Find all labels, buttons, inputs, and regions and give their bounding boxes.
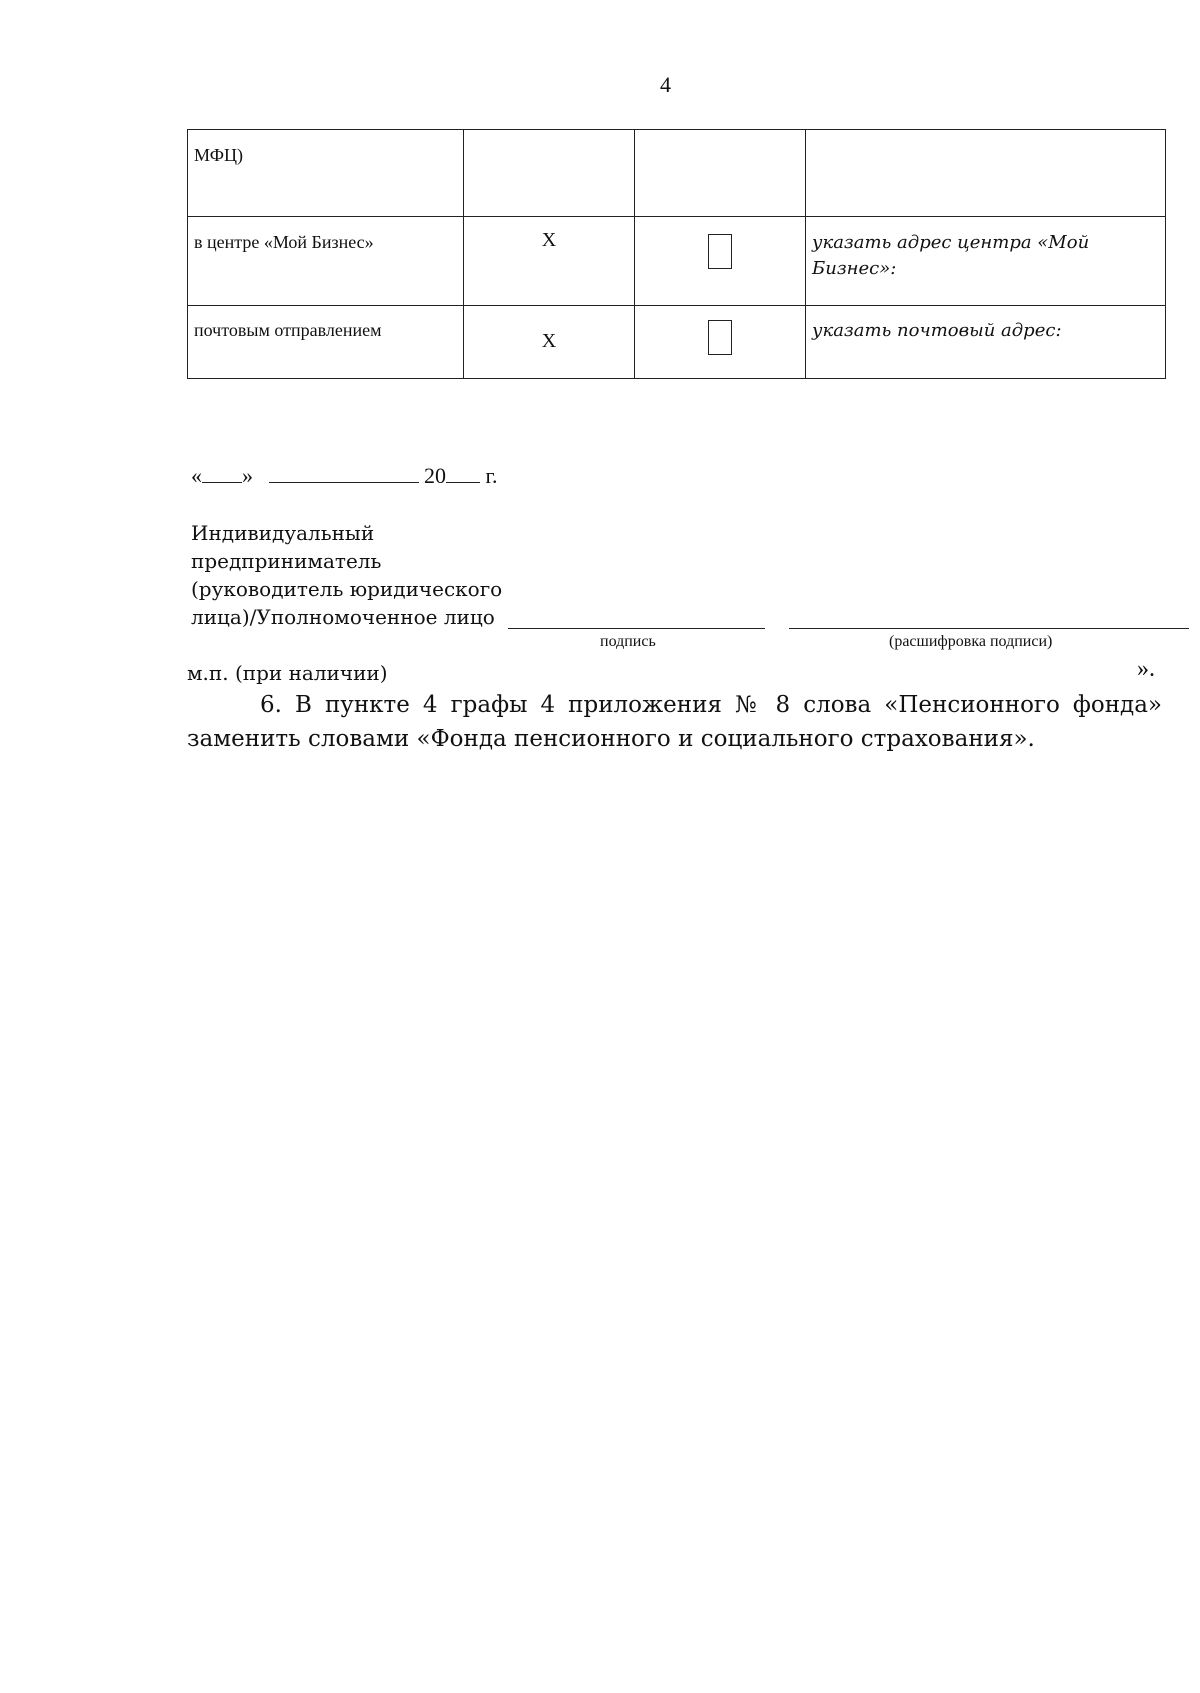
signer-line: предприниматель <box>191 549 382 573</box>
signature-decoding-line[interactable] <box>789 628 1189 629</box>
table-cell-method <box>188 306 464 379</box>
table-cell-address <box>806 306 1166 379</box>
signer-line: лица)/Уполномоченное лицо <box>191 605 495 629</box>
method-label: почтовым отправлением <box>194 320 382 340</box>
month-blank[interactable] <box>269 462 419 483</box>
table-cell-checkbox <box>635 306 806 379</box>
delivery-method-table <box>187 129 1166 379</box>
address-label: указать адрес центра «Мой Бизнес»: <box>812 232 1090 279</box>
year-prefix: 20 <box>424 463 446 488</box>
table-cell-address <box>806 130 1166 217</box>
day-blank[interactable] <box>202 462 242 483</box>
address-label <box>806 130 1165 143</box>
table-cell-address <box>806 217 1166 306</box>
table-cell-mark <box>464 217 635 306</box>
method-label: МФЦ) <box>194 145 243 165</box>
mark-label: X <box>541 229 557 251</box>
table-cell-checkbox <box>635 130 806 217</box>
mark-label: X <box>541 330 557 352</box>
checkbox-postal[interactable] <box>708 320 732 355</box>
table-cell-method <box>188 130 464 217</box>
signer-line: (руководитель юридического <box>191 577 503 601</box>
stamp-label: м.п. (при наличии) <box>187 661 388 685</box>
date-open-quote: « <box>191 463 202 488</box>
table-cell-method <box>188 217 464 306</box>
table-cell-mark <box>464 130 635 217</box>
signature-caption: подпись <box>600 633 656 650</box>
closing-quote: ». <box>1137 656 1155 682</box>
signature-line[interactable] <box>508 628 765 629</box>
amendment-paragraph <box>187 688 1162 756</box>
signature-decoding-caption: (расшифровка подписи) <box>889 633 1053 650</box>
signer-line: Индивидуальный <box>191 521 375 545</box>
paragraph-line: 6. В пункте 4 графы 4 приложения № 8 слова «Пенсионного фонда» <box>260 692 1162 718</box>
date-line <box>191 462 498 489</box>
year-suffix: г. <box>485 463 498 488</box>
paragraph-line: заменить словами «Фонда пенсионного и социального страхования». <box>187 726 1035 752</box>
checkbox-business-center[interactable] <box>708 234 732 269</box>
table-row <box>188 130 1166 217</box>
table-row <box>188 306 1166 379</box>
signer-title <box>191 519 502 631</box>
year-blank[interactable] <box>446 462 480 483</box>
mark-label <box>464 130 634 142</box>
table-cell-mark <box>464 306 635 379</box>
date-close-quote: » <box>242 463 253 488</box>
page-number: 4 <box>660 72 671 97</box>
method-label: в центре «Мой Бизнес» <box>194 232 374 252</box>
table-row <box>188 217 1166 306</box>
address-label: указать почтовый адрес: <box>812 320 1062 341</box>
table-cell-checkbox <box>635 217 806 306</box>
